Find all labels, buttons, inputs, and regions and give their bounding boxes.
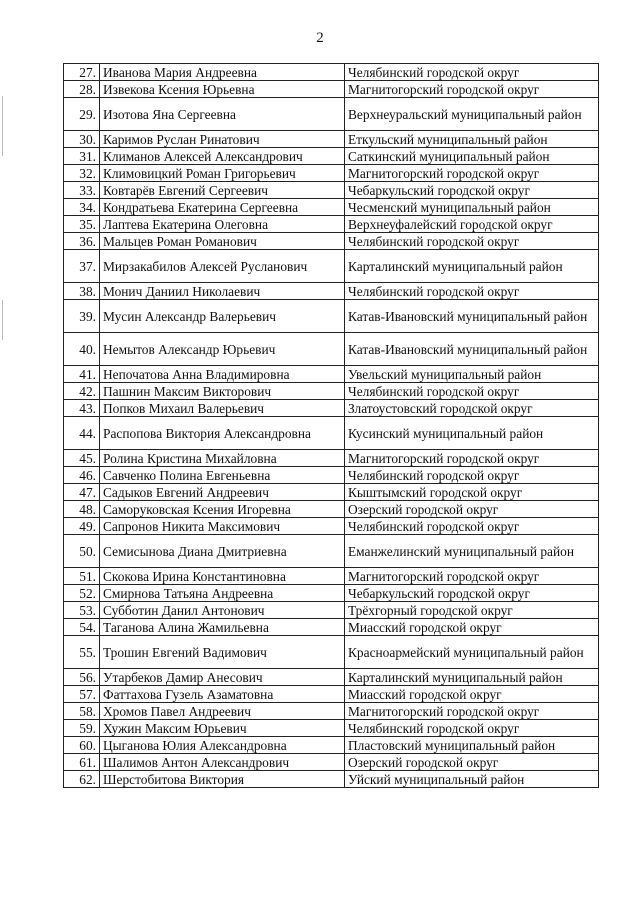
- row-number: 40.: [64, 333, 100, 366]
- district-name: Златоустовский городской округ: [345, 400, 599, 417]
- district-name: Челябинский городской округ: [345, 467, 599, 484]
- row-number: 59.: [64, 720, 100, 737]
- table-row: [64, 283, 599, 300]
- participant-name: Немытов Александр Юрьевич: [100, 333, 345, 366]
- participant-name: Иванова Мария Андреевна: [100, 64, 345, 81]
- participant-name: Фаттахова Гузель Азаматовна: [100, 686, 345, 703]
- district-name: Чебаркульский городской округ: [345, 585, 599, 602]
- row-number: 53.: [64, 602, 100, 619]
- row-number: 50.: [64, 535, 100, 568]
- table-row: [64, 518, 599, 535]
- participant-name: Трошин Евгений Вадимович: [100, 636, 345, 669]
- row-number: 51.: [64, 568, 100, 585]
- participant-name: Хромов Павел Андреевич: [100, 703, 345, 720]
- table-row: [64, 131, 599, 148]
- district-name: Магнитогорский городской округ: [345, 450, 599, 467]
- district-name: Магнитогорский городской округ: [345, 703, 599, 720]
- district-name: Чебаркульский городской округ: [345, 182, 599, 199]
- table-row: [64, 737, 599, 754]
- participant-name: Шалимов Антон Александрович: [100, 754, 345, 771]
- row-number: 61.: [64, 754, 100, 771]
- participant-name: Хужин Максим Юрьевич: [100, 720, 345, 737]
- district-name: Челябинский городской округ: [345, 518, 599, 535]
- participants-table-body: [64, 64, 599, 788]
- participant-name: Извекова Ксения Юрьевна: [100, 81, 345, 98]
- participants-table: [63, 63, 599, 788]
- district-name: Магнитогорский городской округ: [345, 568, 599, 585]
- table-row: [64, 400, 599, 417]
- row-number: 45.: [64, 450, 100, 467]
- table-row: [64, 450, 599, 467]
- row-number: 42.: [64, 383, 100, 400]
- row-number: 34.: [64, 199, 100, 216]
- district-name: Челябинский городской округ: [345, 283, 599, 300]
- table-row: [64, 467, 599, 484]
- table-row: [64, 199, 599, 216]
- table-row: [64, 333, 599, 366]
- district-name: Чесменский муниципальный район: [345, 199, 599, 216]
- table-row: [64, 484, 599, 501]
- participant-name: Климовицкий Роман Григорьевич: [100, 165, 345, 182]
- district-name: Красноармейский муниципальный район: [345, 636, 599, 669]
- row-number: 29.: [64, 98, 100, 131]
- row-number: 38.: [64, 283, 100, 300]
- participant-name: Садыков Евгений Андреевич: [100, 484, 345, 501]
- table-row: [64, 148, 599, 165]
- district-name: Магнитогорский городской округ: [345, 165, 599, 182]
- district-name: Миасский городской округ: [345, 619, 599, 636]
- participant-name: Монич Даниил Николаевич: [100, 283, 345, 300]
- row-number: 46.: [64, 467, 100, 484]
- participant-name: Саморуковская Ксения Игоревна: [100, 501, 345, 518]
- table-row: [64, 636, 599, 669]
- row-number: 48.: [64, 501, 100, 518]
- participant-name: Мальцев Роман Романович: [100, 233, 345, 250]
- row-number: 32.: [64, 165, 100, 182]
- row-number: 54.: [64, 619, 100, 636]
- participant-name: Каримов Руслан Ринатович: [100, 131, 345, 148]
- table-row: [64, 535, 599, 568]
- district-name: Увельский муниципальный район: [345, 366, 599, 383]
- row-number: 56.: [64, 669, 100, 686]
- participant-name: Скокова Ирина Константиновна: [100, 568, 345, 585]
- table-row: [64, 669, 599, 686]
- row-number: 36.: [64, 233, 100, 250]
- row-number: 58.: [64, 703, 100, 720]
- table-row: [64, 383, 599, 400]
- district-name: Карталинский муниципальный район: [345, 669, 599, 686]
- row-number: 33.: [64, 182, 100, 199]
- district-name: Озерский городской округ: [345, 754, 599, 771]
- participant-name: Мусин Александр Валерьевич: [100, 300, 345, 333]
- scan-edge-mark: [2, 96, 3, 156]
- participant-name: Ролина Кристина Михайловна: [100, 450, 345, 467]
- participant-name: Попков Михаил Валерьевич: [100, 400, 345, 417]
- row-number: 27.: [64, 64, 100, 81]
- table-row: [64, 216, 599, 233]
- scan-edge-mark: [2, 300, 3, 340]
- district-name: Кыштымский городской округ: [345, 484, 599, 501]
- table-row: [64, 619, 599, 636]
- district-name: Трёхгорный городской округ: [345, 602, 599, 619]
- participant-name: Цыганова Юлия Александровна: [100, 737, 345, 754]
- participant-name: Лаптева Екатерина Олеговна: [100, 216, 345, 233]
- participant-name: Сапронов Никита Максимович: [100, 518, 345, 535]
- district-name: Челябинский городской округ: [345, 64, 599, 81]
- district-name: Миасский городской округ: [345, 686, 599, 703]
- participant-name: Ковтарёв Евгений Сергеевич: [100, 182, 345, 199]
- participant-name: Субботин Данил Антонович: [100, 602, 345, 619]
- participant-name: Савченко Полина Евгеньевна: [100, 467, 345, 484]
- participant-name: Распопова Виктория Александровна: [100, 417, 345, 450]
- row-number: 47.: [64, 484, 100, 501]
- row-number: 35.: [64, 216, 100, 233]
- table-row: [64, 165, 599, 182]
- table-row: [64, 81, 599, 98]
- district-name: Саткинский муниципальный район: [345, 148, 599, 165]
- district-name: Верхнеуфалейский городской округ: [345, 216, 599, 233]
- table-row: [64, 98, 599, 131]
- row-number: 49.: [64, 518, 100, 535]
- table-row: [64, 250, 599, 283]
- row-number: 31.: [64, 148, 100, 165]
- participant-name: Мирзакабилов Алексей Русланович: [100, 250, 345, 283]
- row-number: 60.: [64, 737, 100, 754]
- participant-name: Непочатова Анна Владимировна: [100, 366, 345, 383]
- row-number: 43.: [64, 400, 100, 417]
- district-name: Кусинский муниципальный район: [345, 417, 599, 450]
- page-number: 2: [316, 30, 324, 46]
- row-number: 39.: [64, 300, 100, 333]
- row-number: 55.: [64, 636, 100, 669]
- district-name: Озерский городской округ: [345, 501, 599, 518]
- row-number: 28.: [64, 81, 100, 98]
- table-row: [64, 771, 599, 788]
- participant-name: Пашнин Максим Викторович: [100, 383, 345, 400]
- table-row: [64, 568, 599, 585]
- table-row: [64, 64, 599, 81]
- table-row: [64, 417, 599, 450]
- table-row: [64, 182, 599, 199]
- table-row: [64, 754, 599, 771]
- table-row: [64, 602, 599, 619]
- participant-name: Кондратьева Екатерина Сергеевна: [100, 199, 345, 216]
- district-name: Пластовский муниципальный район: [345, 737, 599, 754]
- participant-name: Семисынова Диана Дмитриевна: [100, 535, 345, 568]
- row-number: 41.: [64, 366, 100, 383]
- district-name: Челябинский городской округ: [345, 383, 599, 400]
- table-row: [64, 233, 599, 250]
- row-number: 57.: [64, 686, 100, 703]
- row-number: 37.: [64, 250, 100, 283]
- participant-name: Таганова Алина Жамильевна: [100, 619, 345, 636]
- district-name: Челябинский городской округ: [345, 720, 599, 737]
- district-name: Еткульский муниципальный район: [345, 131, 599, 148]
- participant-name: Шерстобитова Виктория: [100, 771, 345, 788]
- district-name: Верхнеуральский муниципальный район: [345, 98, 599, 131]
- row-number: 30.: [64, 131, 100, 148]
- table-row: [64, 720, 599, 737]
- district-name: Катав-Ивановский муниципальный район: [345, 300, 599, 333]
- row-number: 62.: [64, 771, 100, 788]
- table-row: [64, 501, 599, 518]
- row-number: 52.: [64, 585, 100, 602]
- row-number: 44.: [64, 417, 100, 450]
- district-name: Катав-Ивановский муниципальный район: [345, 333, 599, 366]
- participant-name: Утарбеков Дамир Анесович: [100, 669, 345, 686]
- district-name: Уйский муниципальный район: [345, 771, 599, 788]
- participant-name: Изотова Яна Сергеевна: [100, 98, 345, 131]
- table-row: [64, 686, 599, 703]
- table-row: [64, 300, 599, 333]
- district-name: Еманжелинский муниципальный район: [345, 535, 599, 568]
- table-row: [64, 366, 599, 383]
- district-name: Карталинский муниципальный район: [345, 250, 599, 283]
- table-row: [64, 585, 599, 602]
- participant-name: Климанов Алексей Александрович: [100, 148, 345, 165]
- participant-name: Смирнова Татьяна Андреевна: [100, 585, 345, 602]
- district-name: Магнитогорский городской округ: [345, 81, 599, 98]
- district-name: Челябинский городской округ: [345, 233, 599, 250]
- table-row: [64, 703, 599, 720]
